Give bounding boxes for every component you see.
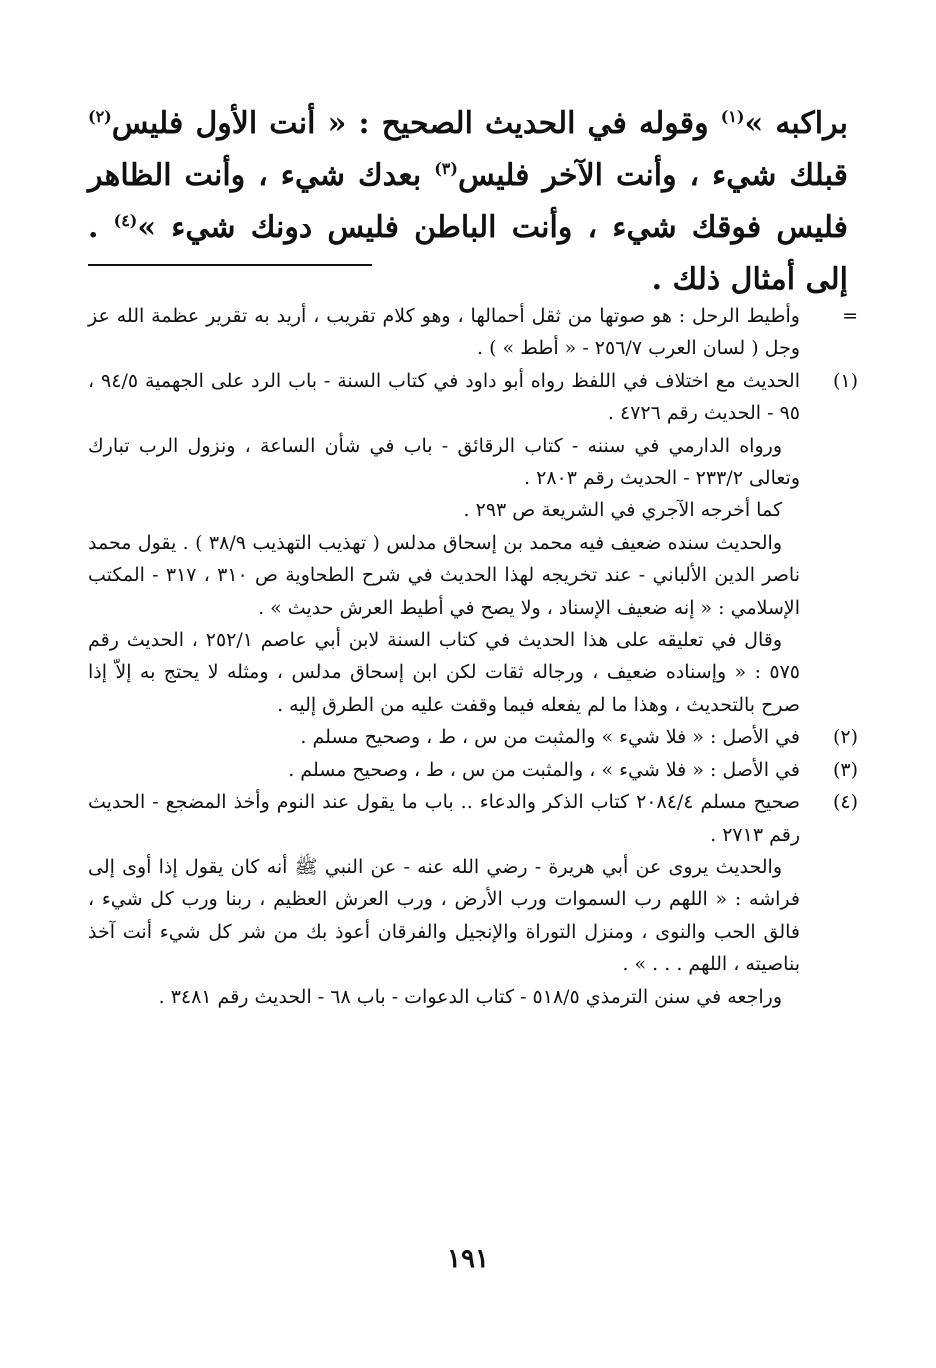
main-text-part: وقوله في الحديث الصحيح : « أنت الأول فليس [111, 106, 721, 141]
footnote-4 [88, 786, 858, 851]
main-text-part: بعدك شيء ، وأنت الظاهر فليس فوقك شيء ، وأنت الباطن فليس دونك شيء » [88, 158, 848, 245]
footnote-ref-3: (٣) [434, 159, 458, 178]
footnote-paragraph: والحديث يروى عن أبي هريرة - رضي الله عنه - عن النبي ﷺ أنه كان يقول إذا أوى إلى فراشه : « اللهم رب السموات ورب الأرض ، ورب العرش العظيم ، ربنا ورب كل شيء ، فالق الحب والنوى ، ومنزل التوراة والإنجيل والفرقان أعوذ بك من شر كل شيء أنت آخذ بناصيته ، اللهم . . . » . [88, 855, 800, 976]
footnote-number: (١) [832, 369, 858, 392]
footnote-number: (٢) [832, 726, 858, 749]
footnote-paragraph: وقال في تعليقه على هذا الحديث في كتاب السنة لابن أبي عاصم ٢٥٢/١ ، الحديث رقم ٥٧٥ : « وإسناده ضعيف ، ورجاله ثقات لكن ابن إسحاق مدلس ، ومثله لا يحتج به إلاّ إذا صرح بالتحديث ، وهذا ما لم يفعله فيما وقفت عليه من الطرق إليه . [88, 629, 800, 716]
continuation-marker: = [842, 305, 858, 327]
main-text-part: قبلك شيء ، وأنت الآخر فليس [457, 158, 848, 193]
page-number: ١٩١ [447, 1244, 489, 1274]
main-text [88, 98, 848, 306]
footnote-number: (٣) [832, 758, 858, 781]
footnote-separator [88, 264, 372, 266]
main-text-part: براكبه » [744, 106, 848, 141]
footnote-paragraph: والحديث سنده ضعيف فيه محمد بن إسحاق مدلس ( تهذيب التهذيب ٣٨/٩ ) . يقول محمد ناصر الدين الألباني - عند تخريجه لهذا الحديث في شرح الطحاوية ص ٣١٠ ، ٣١٧ - المكتب الإسلامي : « إنه ضعيف الإسناد ، ولا يصح في أطيط العرش حديث » . [88, 531, 800, 619]
footnote-ref-1: (١) [720, 107, 745, 126]
footnote-number: (٤) [832, 791, 858, 814]
footnote-text: الحديث مع اختلاف في اللفظ رواه أبو داود في كتاب السنة - باب الرد على الجهمية ٩٤/٥ ، ٩٥ - الحديث رقم ٤٧٢٦ . [88, 369, 800, 425]
footnote-ref-2: (٢) [88, 107, 112, 126]
footnote-text: صحيح مسلم ٢٠٨٤/٤ كتاب الذكر والدعاء .. باب ما يقول عند النوم وأخذ المضجع - الحديث رقم ٢٧١٣ . [88, 791, 800, 846]
footnote-paragraph: ورواه الدارمي في سننه - كتاب الرقائق - باب في شأن الساعة ، ونزول الرب تبارك وتعالى ٢٣٣/٢ - الحديث رقم ٢٨٠٣ . [88, 434, 800, 490]
footnote-paragraph: كما أخرجه الآجري في الشريعة ص ٢٩٣ . [463, 499, 782, 522]
footnote-1 [88, 365, 858, 430]
footnotes [88, 300, 858, 1013]
footnote-paragraph: وراجعه في سنن الترمذي ٥١٨/٥ - كتاب الدعوات - باب ٦٨ - الحديث رقم ٣٤٨١ . [158, 985, 782, 1008]
footnote-continuation [88, 300, 858, 365]
main-paragraph [88, 98, 848, 306]
footnote-text: في الأصل : « فلا شيء » ، والمثبت من س ، ط ، وصحيح مسلم . [288, 758, 800, 781]
main-text-part: . إلى أمثال ذلك . [88, 210, 848, 297]
footnote-ref-4: (٤) [113, 211, 138, 230]
footnote-2 [88, 721, 858, 753]
footnote-text: في الأصل : « فلا شيء » والمثبت من س ، ط ، وصحيح مسلم . [300, 726, 800, 749]
footnote-text: وأطيط الرحل : هو صوتها من ثقل أحمالها ، وهو كلام تقريب ، أريد به تقرير عظمة الله عز وجل ( لسان العرب ٢٥٦/٧ - « أطط » ) . [88, 305, 800, 360]
footnote-3 [88, 754, 858, 786]
